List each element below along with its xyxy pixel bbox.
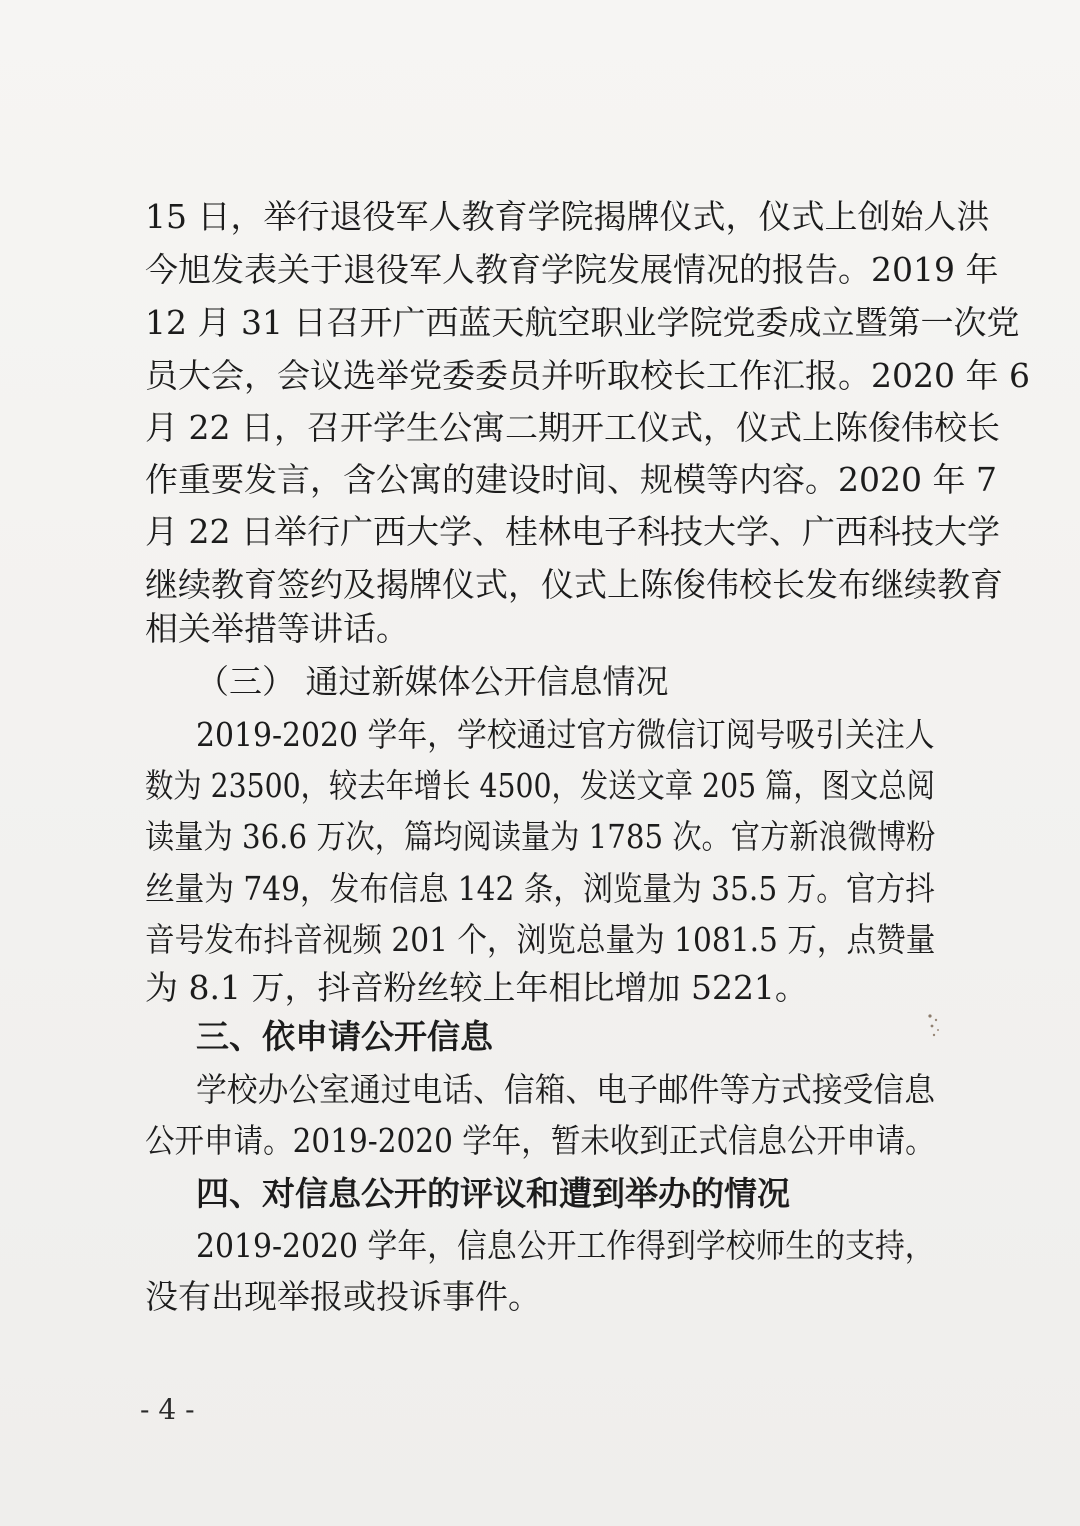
text-line-18: 学校办公室通过电话、信箱、电子邮件等方式接受信息 <box>196 1070 935 1109</box>
text-line-14: 丝量为 749，发布信息 142 条，浏览量为 35.5 万。官方抖 <box>145 869 935 908</box>
text-line-1: 15 日，举行退役军人教育学院揭牌仪式，仪式上创始人洪 <box>145 197 990 236</box>
text-line-6: 作重要发言，含公寓的建设时间、规模等内容。2020 年 7 <box>145 460 997 499</box>
page-number: - 4 - <box>140 1393 195 1426</box>
text-line-19: 公开申请。2019-2020 学年，暂未收到正式信息公开申请。 <box>145 1121 935 1160</box>
scan-speck-mark <box>922 1010 946 1040</box>
text-line-8: 继续教育签约及揭牌仪式，仪式上陈俊伟校长发布继续教育 <box>145 565 1003 604</box>
subsection-heading: （三） 通过新媒体公开信息情况 <box>196 662 669 701</box>
text-line-7: 月 22 日举行广西大学、桂林电子科技大学、广西科技大学 <box>145 512 1000 551</box>
text-line-16: 为 8.1 万，抖音粉丝较上年相比增加 5221。 <box>145 968 808 1007</box>
text-line-5: 月 22 日，召开学生公寓二期开工仪式，仪式上陈俊伟校长 <box>145 408 1000 447</box>
section-heading-3: 三、依申请公开信息 <box>196 1017 493 1056</box>
text-line-21: 2019-2020 学年，信息公开工作得到学校师生的支持， <box>196 1226 935 1265</box>
text-line-3: 12 月 31 日召开广西蓝天航空职业学院党委成立暨第一次党 <box>145 303 1020 342</box>
text-line-9: 相关举措等讲话。 <box>145 609 409 648</box>
text-line-11: 2019-2020 学年，学校通过官方微信订阅号吸引关注人 <box>196 715 935 754</box>
text-line-22: 没有出现举报或投诉事件。 <box>145 1277 541 1316</box>
text-line-13: 读量为 36.6 万次，篇均阅读量为 1785 次。官方新浪微博粉 <box>145 817 936 856</box>
text-line-15: 音号发布抖音视频 201 个，浏览总量为 1081.5 万，点赞量 <box>145 920 936 959</box>
section-heading-4: 四、对信息公开的评议和遭到举办的情况 <box>196 1174 790 1213</box>
text-line-12: 数为 23500，较去年增长 4500，发送文章 205 篇，图文总阅 <box>145 766 935 805</box>
text-line-2: 今旭发表关于退役军人教育学院发展情况的报告。2019 年 <box>145 250 999 289</box>
text-line-4: 员大会，会议选举党委委员并听取校长工作汇报。2020 年 6 <box>145 356 1030 395</box>
